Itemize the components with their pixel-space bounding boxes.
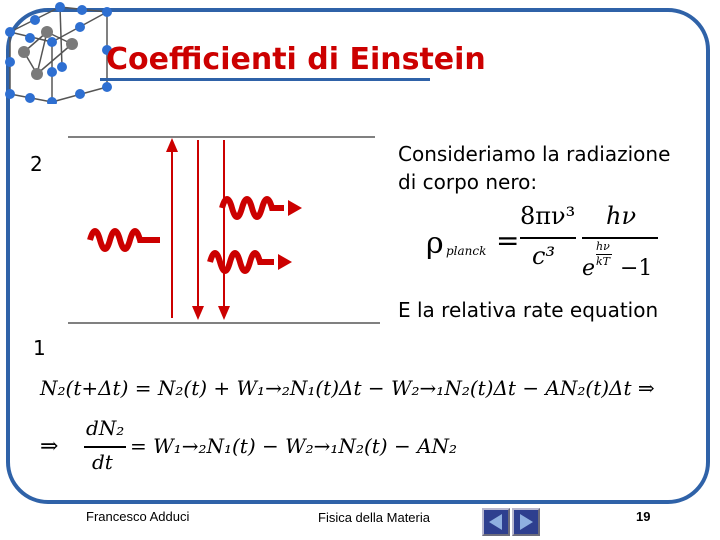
spontaneous-emission-arrow xyxy=(218,140,230,320)
rate-equation-line1: N₂(t+Δt) = N₂(t) + W₁→₂N₁(t)Δt − W₂→₁N₂(t)Δt − AN₂(t)Δt ⇒ xyxy=(40,376,655,400)
footer-author: Francesco Adduci xyxy=(86,509,190,524)
footer-course: Fisica della Materia xyxy=(318,510,430,525)
emitted-photon-wave-2 xyxy=(210,253,274,271)
nav-prev-button[interactable] xyxy=(482,508,510,536)
derivative-numerator: dN₂ xyxy=(86,416,125,440)
rho-symbol: ρ xyxy=(426,226,444,261)
rate-equation-text: E la relativa rate equation xyxy=(398,298,659,322)
emitted-photon-arrowhead-2 xyxy=(278,254,292,270)
minus-one: −1 xyxy=(620,256,653,281)
absorption-arrow xyxy=(166,138,178,318)
fraction2-bar xyxy=(582,237,658,239)
intro-text-line2: di corpo nero: xyxy=(398,170,538,194)
emitted-photon-wave-1 xyxy=(222,199,284,217)
equals-sign: = xyxy=(496,224,520,257)
exponential-base: e xyxy=(582,256,596,281)
derivative-denominator: dt xyxy=(92,450,113,474)
stimulated-emission-arrow xyxy=(192,140,204,320)
exponent-denominator: kT xyxy=(596,255,611,268)
intro-text-line1: Consideriamo la radiazione xyxy=(398,142,671,166)
level-1-label: 1 xyxy=(33,336,46,360)
fraction1-bar xyxy=(520,237,576,239)
incoming-photon-wave xyxy=(90,231,160,249)
fraction2-numerator: hν xyxy=(606,202,637,230)
next-slide-icon xyxy=(514,510,538,534)
rho-subscript: planck xyxy=(446,244,487,258)
fraction1-numerator: 8πν³ xyxy=(520,202,576,230)
derivative-rhs: = W₁→₂N₁(t) − W₂→₁N₂(t) − AN₂ xyxy=(130,434,458,458)
planck-formula xyxy=(424,200,664,290)
exponent-numerator: hν xyxy=(596,240,610,253)
fraction1-denominator: c³ xyxy=(532,242,556,270)
rate-equation-line2 xyxy=(40,416,460,486)
slide-title: Coefficienti di Einstein xyxy=(106,42,486,77)
page-number: 19 xyxy=(636,509,651,524)
emitted-photon-arrowhead-1 xyxy=(288,200,302,216)
previous-slide-icon xyxy=(484,510,508,534)
implies-symbol: ⇒ xyxy=(40,434,59,459)
derivative-bar xyxy=(84,446,126,448)
nav-next-button[interactable] xyxy=(512,508,540,536)
level-2-label: 2 xyxy=(30,152,43,176)
